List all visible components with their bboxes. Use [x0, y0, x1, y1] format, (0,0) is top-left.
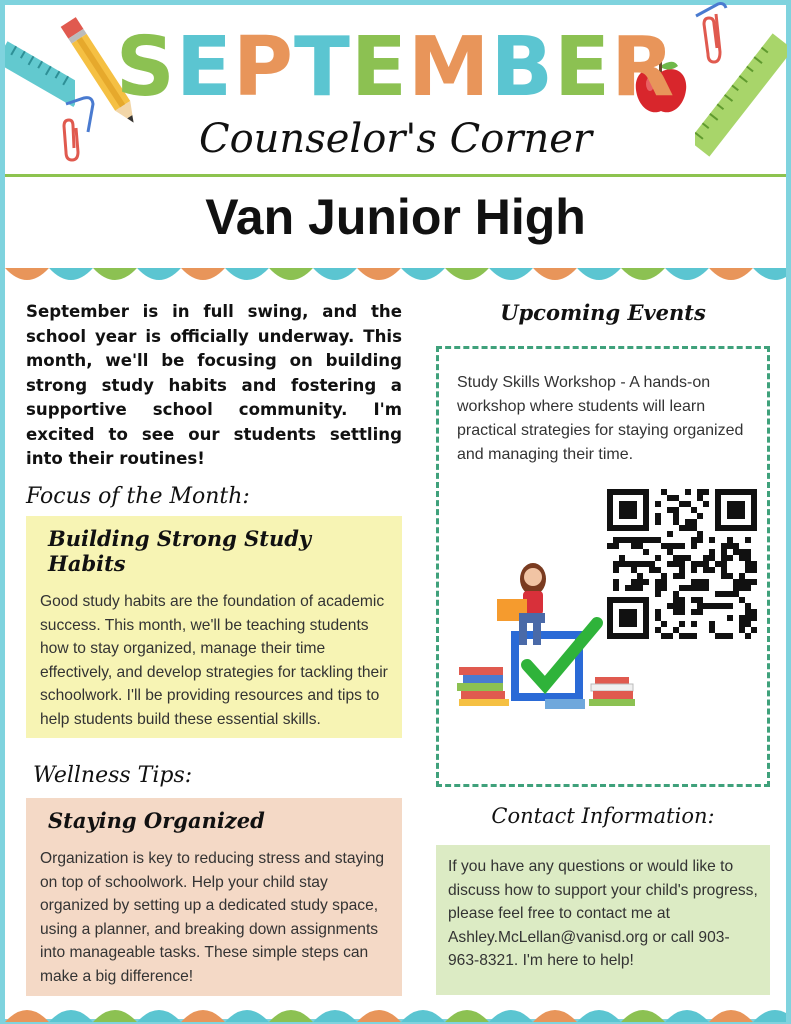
scallop — [489, 268, 533, 280]
scallop — [5, 1010, 49, 1022]
focus-box — [26, 516, 402, 738]
book-stack-icon — [589, 677, 635, 706]
month-letter: E — [350, 20, 408, 115]
focus-title: Building Strong Study Habits — [48, 526, 312, 576]
scallop — [665, 268, 709, 280]
scallop — [93, 1010, 137, 1022]
month-letter: B — [490, 20, 555, 115]
scallop — [753, 1010, 786, 1022]
scallop — [401, 268, 445, 280]
wellness-body: Organization is key to reducing stress and staying on top of schoolwork. Help your child stay organized by setting up a dedicated study space, using a planner, and breaking down assignments into manageable tasks. These simple steps can make a big difference! — [40, 850, 385, 985]
scallop — [49, 268, 93, 280]
newsletter-subtitle: Counselor's Corner — [198, 116, 592, 162]
month-letter: E — [554, 20, 612, 115]
scallop — [709, 268, 753, 280]
scallop — [445, 268, 489, 280]
scallop-border-top — [5, 268, 786, 290]
scallop — [357, 1010, 401, 1022]
intro-paragraph: September is in full swing, and the school year is officially underway. This month, we'll be focusing on building strong study habits and fostering a supportive school community. I'm excited to see our students settling into their routines! — [26, 302, 402, 468]
events-box — [436, 346, 770, 787]
scallop — [665, 1010, 709, 1022]
scallop — [621, 1010, 665, 1022]
scallop — [577, 268, 621, 280]
scallop — [5, 268, 49, 280]
events-heading: Upcoming Events — [500, 300, 706, 325]
contact-box: If you have any questions or would like to discuss how to support your child's progress, please feel free to contact me at Ashley.McLellan@vanisd.org or call 903-963-8321. I'm here to help! — [436, 845, 770, 995]
scallop — [709, 1010, 753, 1022]
focus-heading: Focus of the Month: — [26, 484, 250, 509]
month-title — [0, 18, 791, 118]
scallop — [269, 268, 313, 280]
wellness-box — [26, 798, 402, 996]
wellness-heading: Wellness Tips: — [33, 763, 193, 788]
scallop — [445, 1010, 489, 1022]
scallop — [225, 1010, 269, 1022]
events-body: Study Skills Workshop - A hands-on workshop where students will learn practical strategies for staying organized and managing their time. — [457, 374, 744, 463]
school-name: Van Junior High — [205, 189, 586, 245]
scallop — [313, 268, 357, 280]
focus-body: Good study habits are the foundation of academic success. This month, we'll be teaching students how to stay organized, manage their time effectively, and develop strategies for tackling their schoolwork. I'll be providing resources and tips to help students build these essential skills. — [40, 593, 388, 728]
scallop — [533, 1010, 577, 1022]
scallop-border-bottom — [5, 1000, 786, 1022]
month-letter: T — [293, 20, 351, 115]
scallop — [269, 1010, 313, 1022]
scallop — [357, 268, 401, 280]
scallop — [313, 1010, 357, 1022]
month-letter: E — [175, 20, 233, 115]
scallop — [137, 268, 181, 280]
scallop — [49, 1010, 93, 1022]
wellness-title: Staying Organized — [48, 808, 265, 833]
contact-heading: Contact Information: — [491, 804, 715, 828]
scallop — [577, 1010, 621, 1022]
student-reading-illustration — [449, 549, 649, 724]
divider-rule — [5, 174, 786, 177]
scallop — [225, 268, 269, 280]
month-letter: M — [407, 20, 491, 115]
scallop — [93, 268, 137, 280]
month-letter: S — [115, 20, 176, 115]
book-stack-icon — [457, 667, 509, 706]
month-letter: R — [611, 20, 676, 115]
scallop — [489, 1010, 533, 1022]
scallop — [181, 1010, 225, 1022]
scallop — [753, 268, 786, 280]
scallop — [181, 268, 225, 280]
scallop — [137, 1010, 181, 1022]
scallop — [401, 1010, 445, 1022]
month-letter: P — [232, 20, 294, 115]
scallop — [533, 268, 577, 280]
scallop — [621, 268, 665, 280]
